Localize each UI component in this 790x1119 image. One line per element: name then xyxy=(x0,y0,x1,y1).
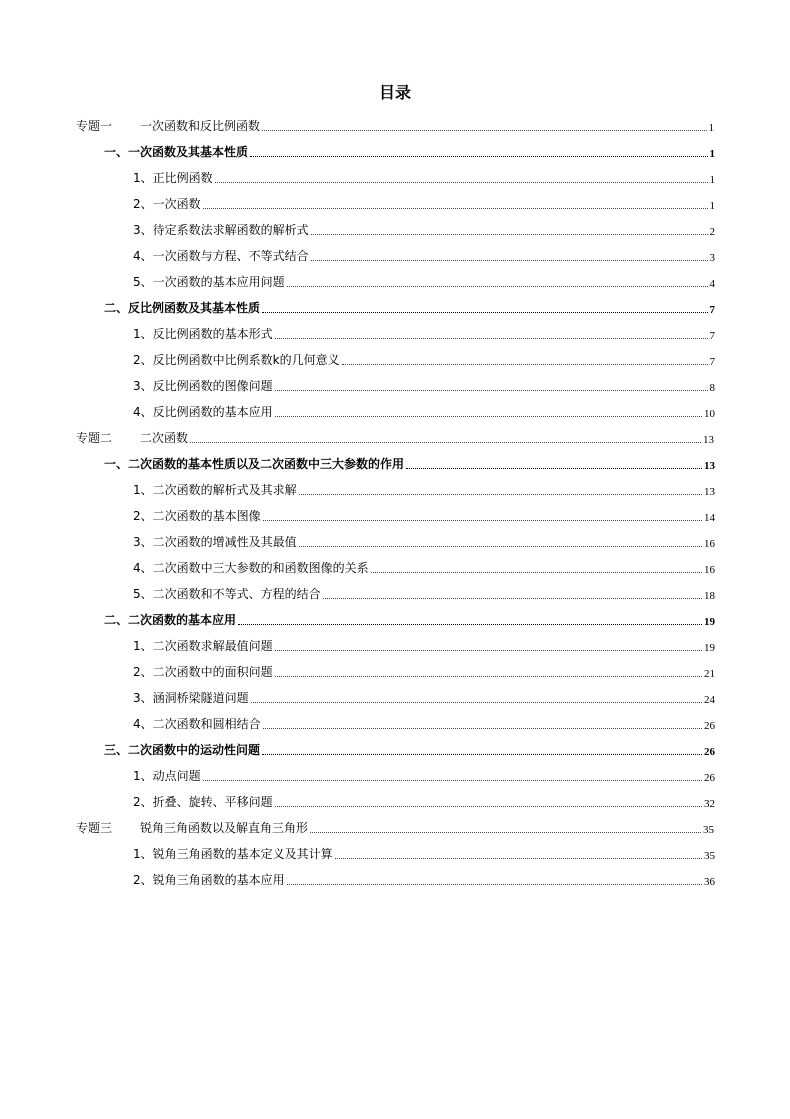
toc-entry[interactable] xyxy=(0,732,790,758)
dot-leader xyxy=(215,182,708,183)
dot-leader xyxy=(275,806,702,807)
toc-entry[interactable] xyxy=(0,342,790,368)
toc-entry-title: 2、二次函数的基本图像 xyxy=(133,509,261,523)
dot-leader xyxy=(371,572,702,573)
dot-leader xyxy=(263,520,702,521)
toc-entry[interactable] xyxy=(0,758,790,784)
toc-entry-title: 3、待定系数法求解函数的解析式 xyxy=(133,223,309,237)
toc-entry-title xyxy=(76,429,188,446)
toc-entry-title: 1、锐角三角函数的基本定义及其计算 xyxy=(133,847,333,861)
dot-leader xyxy=(342,364,708,365)
dot-leader xyxy=(203,208,708,209)
toc-page-number: 1 xyxy=(708,122,714,134)
toc-entry[interactable] xyxy=(0,316,790,342)
toc-entry[interactable] xyxy=(0,680,790,706)
toc-entry[interactable] xyxy=(0,160,790,186)
toc-page-number: 19 xyxy=(704,616,715,628)
toc-topic-title: 一次函数和反比例函数 xyxy=(140,119,261,133)
toc-page-number: 21 xyxy=(704,668,715,680)
dot-leader xyxy=(311,260,708,261)
dot-leader xyxy=(250,156,707,157)
toc-entry-title: 4、二次函数中三大参数的和函数图像的关系 xyxy=(133,561,369,575)
toc-entry[interactable] xyxy=(0,368,790,394)
toc-entry[interactable] xyxy=(0,264,790,290)
toc-page-number: 35 xyxy=(703,824,714,836)
toc-page-number: 7 xyxy=(709,304,715,316)
toc-page-number: 32 xyxy=(704,798,715,810)
table-of-contents xyxy=(0,108,790,888)
toc-page-number: 26 xyxy=(704,772,715,784)
toc-page-number: 35 xyxy=(704,850,715,862)
toc-entry[interactable] xyxy=(0,108,790,134)
toc-topic-label: 专题一 xyxy=(76,119,113,133)
toc-page-number: 26 xyxy=(704,720,715,732)
dot-leader xyxy=(262,312,707,313)
toc-page-number: 26 xyxy=(704,746,715,758)
toc-entry-title: 2、反比例函数中比例系数k的几何意义 xyxy=(133,353,340,367)
toc-entry-title xyxy=(76,117,260,134)
toc-page-number: 16 xyxy=(704,564,715,576)
toc-entry[interactable] xyxy=(0,576,790,602)
toc-page-number: 13 xyxy=(703,434,714,446)
toc-entry[interactable] xyxy=(0,654,790,680)
toc-topic-label: 专题二 xyxy=(76,431,113,445)
toc-entry[interactable] xyxy=(0,134,790,160)
toc-page-number: 18 xyxy=(704,590,715,602)
toc-page-number: 3 xyxy=(709,252,715,264)
toc-entry[interactable] xyxy=(0,472,790,498)
toc-entry[interactable] xyxy=(0,186,790,212)
toc-page-number: 1 xyxy=(709,200,715,212)
dot-leader xyxy=(275,650,702,651)
toc-entry[interactable] xyxy=(0,602,790,628)
toc-entry-title: 4、反比例函数的基本应用 xyxy=(133,405,273,419)
toc-entry-title: 3、二次函数的增减性及其最值 xyxy=(133,535,297,549)
toc-entry-title: 三、二次函数中的运动性问题 xyxy=(104,743,261,757)
toc-entry-title: 二、二次函数的基本应用 xyxy=(104,613,237,627)
toc-entry-title: 3、反比例函数的图像问题 xyxy=(133,379,273,393)
toc-page-number: 24 xyxy=(704,694,715,706)
toc-topic-label: 专题三 xyxy=(76,821,113,835)
toc-page-number: 7 xyxy=(709,330,715,342)
toc-entry[interactable] xyxy=(0,498,790,524)
dot-leader xyxy=(299,546,702,547)
toc-entry-title: 2、锐角三角函数的基本应用 xyxy=(133,873,285,887)
toc-entry-title: 1、正比例函数 xyxy=(133,171,213,185)
dot-leader xyxy=(311,234,708,235)
toc-entry-title: 一、一次函数及其基本性质 xyxy=(104,145,249,159)
toc-page-number: 8 xyxy=(709,382,715,394)
toc-page-number: 13 xyxy=(704,460,715,472)
toc-entry-title: 1、二次函数求解最值问题 xyxy=(133,639,273,653)
toc-page-number: 16 xyxy=(704,538,715,550)
dot-leader xyxy=(190,442,701,443)
toc-entry[interactable] xyxy=(0,524,790,550)
toc-entry-title xyxy=(76,819,308,836)
dot-leader xyxy=(203,780,702,781)
toc-entry-title: 2、二次函数中的面积问题 xyxy=(133,665,273,679)
dot-leader xyxy=(275,676,702,677)
toc-page-number: 10 xyxy=(704,408,715,420)
toc-entry-title: 1、反比例函数的基本形式 xyxy=(133,327,273,341)
toc-page-number: 19 xyxy=(704,642,715,654)
dot-leader xyxy=(310,832,701,833)
toc-entry[interactable] xyxy=(0,290,790,316)
toc-entry-title: 1、二次函数的解析式及其求解 xyxy=(133,483,297,497)
toc-page-number: 13 xyxy=(704,486,715,498)
dot-leader xyxy=(262,130,706,131)
toc-page-number: 2 xyxy=(709,226,715,238)
dot-leader xyxy=(335,858,702,859)
toc-entry[interactable] xyxy=(0,550,790,576)
toc-entry[interactable] xyxy=(0,628,790,654)
page-title: 目录 xyxy=(378,83,411,102)
toc-entry-title: 4、二次函数和圆相结合 xyxy=(133,717,261,731)
toc-entry-title: 2、折叠、旋转、平移问题 xyxy=(133,795,273,809)
toc-topic-title: 二次函数 xyxy=(140,431,189,445)
toc-entry-title: 1、动点问题 xyxy=(133,769,201,783)
dot-leader xyxy=(323,598,702,599)
dot-leader xyxy=(406,468,702,469)
dot-leader xyxy=(299,494,702,495)
dot-leader xyxy=(275,390,708,391)
toc-page-number: 4 xyxy=(709,278,715,290)
toc-entry-title: 5、二次函数和不等式、方程的结合 xyxy=(133,587,321,601)
toc-entry[interactable] xyxy=(0,394,790,420)
toc-page-number: 1 xyxy=(709,148,715,160)
toc-entry-title: 5、一次函数的基本应用问题 xyxy=(133,275,285,289)
dot-leader xyxy=(275,338,708,339)
dot-leader xyxy=(263,728,702,729)
toc-entry-title: 2、一次函数 xyxy=(133,197,201,211)
toc-entry[interactable] xyxy=(0,212,790,238)
toc-page-number: 36 xyxy=(704,876,715,888)
toc-entry-title: 一、二次函数的基本性质以及二次函数中三大参数的作用 xyxy=(104,457,405,471)
toc-entry[interactable] xyxy=(0,862,790,888)
toc-entry[interactable] xyxy=(0,420,790,446)
toc-entry[interactable] xyxy=(0,238,790,264)
toc-entry-title: 4、一次函数与方程、不等式结合 xyxy=(133,249,309,263)
dot-leader xyxy=(275,416,702,417)
toc-entry-title: 3、涵洞桥梁隧道问题 xyxy=(133,691,249,705)
toc-page-number: 1 xyxy=(709,174,715,186)
toc-entry-title: 二、反比例函数及其基本性质 xyxy=(104,301,261,315)
dot-leader xyxy=(238,624,702,625)
toc-entry[interactable] xyxy=(0,836,790,862)
dot-leader xyxy=(287,286,708,287)
toc-entry[interactable] xyxy=(0,784,790,810)
dot-leader xyxy=(287,884,702,885)
toc-page-number: 14 xyxy=(704,512,715,524)
toc-page-number: 7 xyxy=(709,356,715,368)
toc-topic-title: 锐角三角函数以及解直角三角形 xyxy=(140,821,309,835)
toc-entry[interactable] xyxy=(0,446,790,472)
dot-leader xyxy=(262,754,702,755)
dot-leader xyxy=(251,702,702,703)
toc-entry[interactable] xyxy=(0,706,790,732)
toc-entry[interactable] xyxy=(0,810,790,836)
